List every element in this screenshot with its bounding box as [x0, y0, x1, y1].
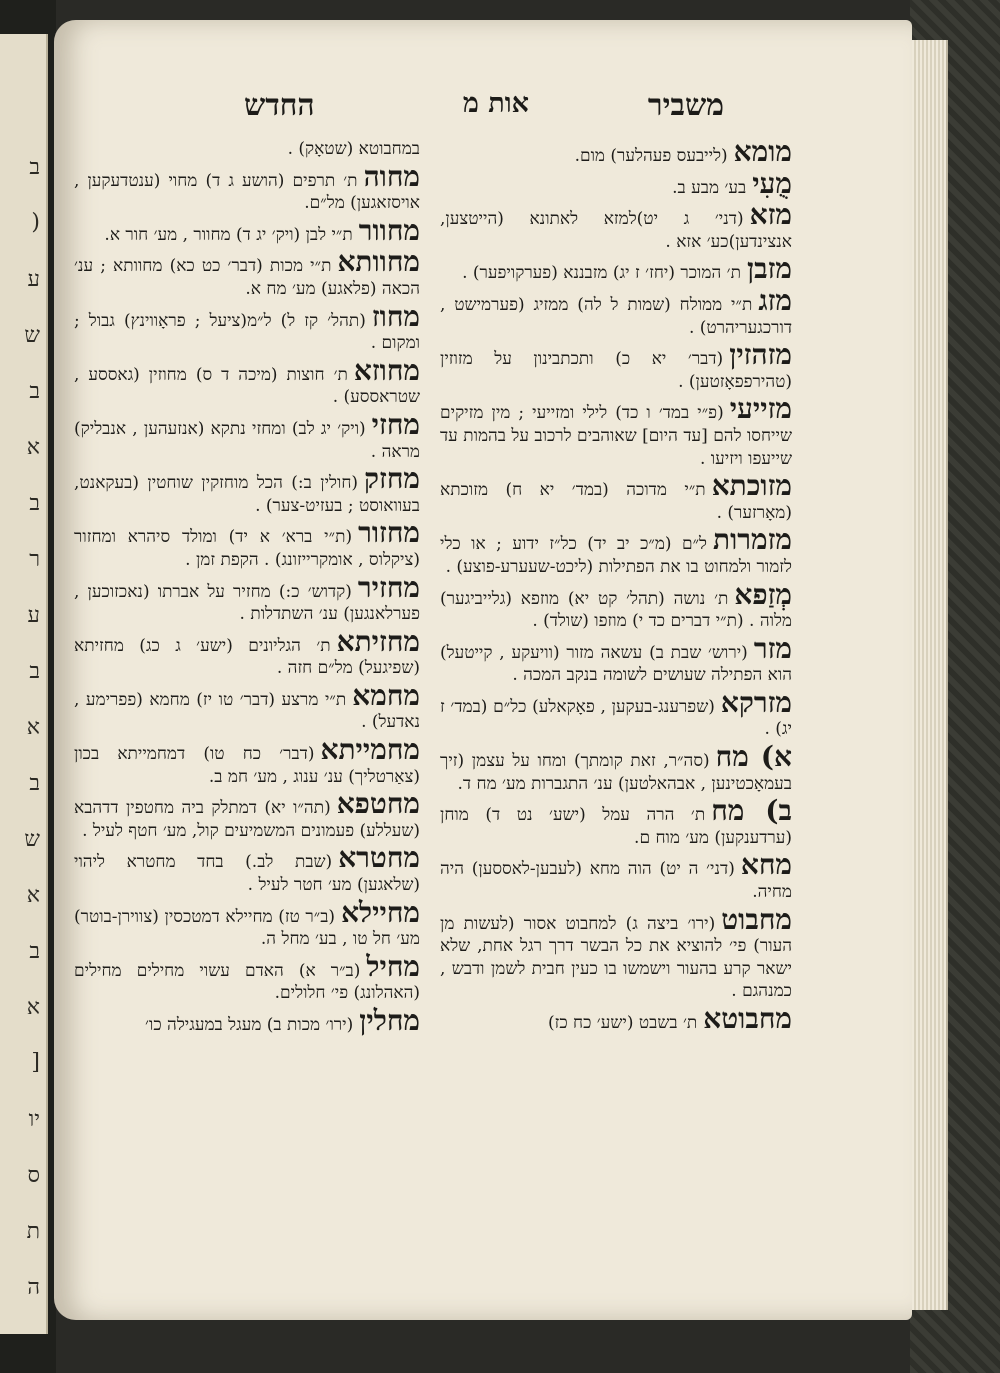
entry-headword: מְזַפא: [734, 577, 792, 611]
entry-headword: מֻעִי: [752, 166, 792, 200]
entry-headword: מחיילא: [341, 895, 420, 929]
entry-headword: מחזור: [358, 516, 420, 550]
entry-headword: מזוכתא: [711, 469, 792, 503]
entry-headword: מחזק: [364, 462, 420, 496]
entry-definition: בע׳ מבע ב.: [672, 177, 747, 198]
previous-page-fragment: ה: [27, 1275, 40, 1300]
entry-definition: ת׳ נושה (תהל׳ קט יא) מוזפא (גלייביגער) מלוה . (ת״י דברים כד י) מוזפו (שולד) .: [440, 588, 792, 632]
entry-definition: במחבוטא (שטאָק) .: [287, 139, 420, 159]
entry-definition: ת׳ חוצות (מיכה ד ס) מחוזין (גאססע , שטראססע) .: [74, 364, 420, 408]
entry-headword: מחזיר: [357, 570, 420, 604]
entry-definition: (דני׳ ה יט) הוה מחא (לעבען-לאססען) היה מחיה.: [440, 859, 792, 903]
dictionary-entry: [74, 353, 420, 409]
previous-page-fragment: ב: [29, 379, 40, 404]
dictionary-entry: [440, 794, 792, 849]
dictionary-entry: [440, 198, 792, 253]
previous-page-fragment: ע: [27, 603, 40, 628]
dictionary-entry: [440, 135, 792, 168]
previous-page-fragment: (: [31, 210, 40, 235]
entry-definition: ת׳ הרה עמל (ישע׳ נט ד) מוחן (ערדענקען) מע׳ מוח ם.: [440, 805, 792, 848]
previous-page-fragment: ב: [29, 939, 40, 964]
entry-headword: מזבן: [746, 252, 792, 286]
dictionary-entry: [440, 1002, 792, 1035]
entry-definition: (סה״ר, זאת קומתך) ומחו על עצמן (זיך בעמאָכטינען , אבהאלטען) ענ׳ התגברות מע׳ מח ד.: [440, 751, 792, 794]
entry-definition: (שבת לב.) בחד מחטרא ליהוי (שלאגען) מע׳ חטר לעיל .: [74, 852, 420, 896]
entry-headword: מחוז: [371, 299, 420, 333]
entry-headword: מזא: [749, 198, 792, 232]
entry-definition: ת״י מכות (דבר׳ כט כא) מחוותא ; ענ׳ הכאה (פלאגע) מע׳ מח א.: [74, 256, 420, 299]
previous-page-fragment: א: [26, 883, 40, 908]
entry-headword: מזייעי: [729, 392, 792, 426]
dictionary-entry: [74, 624, 420, 680]
entry-headword: מחזי: [371, 407, 420, 441]
previous-page-fragment: ב: [29, 491, 40, 516]
entry-headword: מחוה: [363, 159, 420, 193]
previous-page-fragment: ש: [24, 323, 40, 348]
entry-definition: ת׳ תרפים (הושע ג ד) מחוי (ענטדעקען , אויסזאגען) מל״ם.: [74, 170, 420, 214]
dictionary-entry: [74, 159, 420, 215]
dictionary-entry: [74, 407, 420, 463]
dictionary-entry: [440, 469, 792, 524]
previous-page-fragment: ש: [24, 827, 40, 852]
dictionary-entry: [74, 895, 420, 951]
entry-definition: ת׳ המוכר (יחז׳ ז יג) מזבננא (פערקויפער) .: [462, 263, 741, 284]
entry-headword: מחבוט: [721, 902, 792, 936]
entry-definition: (ב״ר טז) מחיילא דמטכסין (צווירן-בוטר) מע׳ חל טו , בע׳ מחל ה.: [74, 906, 420, 950]
dictionary-entry: [74, 1004, 420, 1037]
entry-definition: ת״י ממולח (שמות ל לה) ממזיג (פערמישט , דורכגעריהרט) .: [440, 294, 792, 338]
dictionary-entry: [440, 685, 792, 741]
header-letter-section: אות מ: [462, 88, 529, 119]
dictionary-entry: [440, 740, 792, 795]
entry-definition: ל״ם (מ״כ יב יד) כל״ז ידוע ; או כלי לזמור ולמחוט בו את הפתילות (ליכט-שעערע-פוצע) .: [440, 534, 792, 577]
entry-definition: ת״י מדוכה (במד׳ יא ח) מזוכתא (מאָרזער) .: [440, 480, 792, 523]
dictionary-entry: [74, 213, 420, 247]
dictionary-entry: [440, 902, 792, 1003]
entry-headword: מחא: [740, 848, 792, 882]
right-column: [440, 135, 792, 1037]
entry-definition: (דבר׳ יא כ) ותכתבינון על מזוזין (טהירפפאָזטען) .: [440, 349, 792, 392]
entry-definition: (קדוש׳ כ:) מחזיר על אברתו (נאכזוכען , פערלאנגען) ענ׳ השתדלות .: [74, 581, 420, 625]
entry-headword: מומא: [733, 135, 792, 168]
dictionary-entry: [440, 283, 792, 339]
dictionary-entry: [74, 787, 420, 842]
entry-headword: מחזיתא: [336, 624, 420, 658]
dictionary-entry: [74, 299, 420, 355]
entry-definition: (ב״ר א) האדם עשוי מחילים מחילים (האהלונג) פי׳ חלולים.: [74, 960, 420, 1004]
dictionary-entry: [440, 252, 792, 286]
left-column: [74, 138, 420, 1039]
dictionary-entry: [74, 678, 420, 734]
header-right-word: משביר: [647, 88, 724, 123]
dictionary-entry: [440, 523, 792, 578]
entry-definition: (ויק׳ יג לב) ומחזי נתקא (אנזעהען , אנבליק) מראה .: [74, 418, 420, 462]
entry-headword: מזר: [753, 631, 792, 665]
entry-headword: א) מח: [715, 740, 792, 774]
dictionary-entry: [440, 631, 792, 687]
entry-headword: מחטפא: [336, 787, 420, 821]
entry-headword: מחלין: [359, 1004, 420, 1037]
previous-page-edge: [0, 34, 48, 1334]
previous-page-fragment: [: [31, 1050, 40, 1075]
previous-page-fragment: ב: [29, 771, 40, 796]
dictionary-entry: [440, 848, 792, 903]
entry-definition: (ת״י ברא׳ א יד) ומולד סיהרא ומחזור (ציקלוס , אומקרייזונג) . הקפת זמן .: [74, 527, 420, 570]
entry-headword: מחטרא: [338, 841, 420, 875]
dictionary-entry: [74, 516, 420, 571]
entry-headword: מחוותא: [337, 245, 420, 279]
dictionary-entry: [74, 462, 420, 517]
previous-page-fragment: ע: [27, 267, 40, 292]
previous-page-fragment: ת: [26, 1219, 40, 1244]
dictionary-entry: [440, 338, 792, 393]
entry-definition: (תה״ו יא) דמתלק ביה מחטפין דדהבא (שעללע) פעמונים המשמיעים קול, מע׳ חטף לעיל .: [74, 798, 420, 841]
entry-headword: מחמא: [352, 678, 420, 712]
previous-page-fragment: ס: [27, 1163, 40, 1188]
entry-definition: ת׳ הגליונים (ישע׳ ג כג) מחזיתא (שפיגעל) מל״ם חזה .: [74, 635, 420, 679]
entry-headword: מזרקא: [720, 685, 792, 719]
entry-headword: מחוור: [358, 213, 420, 247]
dictionary-entry: [74, 949, 420, 1005]
entry-definition: (ירו׳ ביצה ג) למחבוט אסור (לעשות מן העור) פי׳ להוציא את כל הבשר דרך רגל אחת, שלא ישאר קרע בהעור וישמשו בו כעין חבית לשמן ודבש , כמנהגם .: [440, 913, 792, 1002]
entry-headword: מזמרות: [713, 523, 792, 557]
dictionary-entry: [74, 245, 420, 300]
entry-definition: (לייבעס פעהלער) מום.: [574, 146, 728, 166]
dictionary-entry: [74, 733, 420, 788]
previous-page-fragment: ב: [29, 155, 40, 180]
entry-definition: (דני׳ ג יט)למזא לאתונא (הייטצען, אנצינדען)כע׳ אזא .: [440, 209, 792, 252]
entry-definition: (דבר׳ כח טו) דמחמייתא בכון (צאַרטליך) ענ׳ ענוג , מע׳ חמ ב.: [74, 744, 420, 787]
dictionary-entry: [440, 392, 792, 470]
dictionary-entry: [74, 841, 420, 896]
entry-definition: (חולין ב:) הכל מוחזקין שוחטין (בעקאנט, בעוואוסט ; בעזיט-צער) .: [74, 473, 420, 516]
entry-headword: מזג: [758, 283, 792, 317]
previous-page-fragment: ר: [29, 547, 40, 572]
entry-definition: (ירוש׳ שבת ב) עשאה מזור (וויעקע , קייטעל) הוא הפתילה שעושים לשומה בנקב המכה .: [440, 642, 792, 686]
entry-headword: מזהזין: [729, 338, 792, 372]
entry-headword: מחמייתא: [320, 733, 420, 767]
previous-page-fragment: א: [26, 435, 40, 460]
entry-headword: מחבוטא: [703, 1002, 792, 1035]
dictionary-entry: [74, 570, 420, 626]
entry-definition: (פ״י במד׳ ו כד) לילי ומזייעי ; מין מזיקים שייחסו להם [עד היום] שאוהבים לרכוב על בהמות עד שייעפו ויזיעו .: [440, 403, 792, 469]
header-left-word: החדש: [244, 88, 315, 123]
entry-definition: ת׳ בשבט (ישע׳ כח כז): [547, 1013, 698, 1033]
previous-page-fragment: יו: [28, 1107, 40, 1132]
previous-page-fragment: א: [26, 715, 40, 740]
dictionary-entry: [440, 166, 792, 200]
entry-definition: (תהל׳ קז ל) ל״מ(ציעל ; פראָווינץ) גבול ; ומקום .: [74, 310, 420, 354]
running-header: [244, 88, 724, 132]
entry-headword: מחוזא: [353, 353, 420, 387]
entry-definition: (שפרענג-בעקען , פאָקאלע) כל״ם (במד׳ ז יג) .: [440, 696, 792, 740]
entry-definition: (ירו׳ מכות ב) מעגל במעגילה כו׳: [145, 1015, 354, 1035]
entry-definition: ת״י לבן (ויק׳ יג ד) מחוור , מע׳ חור א.: [104, 224, 353, 245]
entry-definition: ת״י מרצע (דבר׳ טו יז) מחמא (פפרימע , נאדעל) .: [74, 689, 420, 733]
previous-page-fragment: א: [26, 995, 40, 1020]
previous-page-fragment: ב: [29, 659, 40, 684]
entry-headword: מחיל: [366, 949, 420, 983]
dictionary-entry: [440, 577, 792, 633]
entry-headword: ב) מח: [711, 794, 792, 828]
dictionary-entry: [74, 138, 420, 161]
